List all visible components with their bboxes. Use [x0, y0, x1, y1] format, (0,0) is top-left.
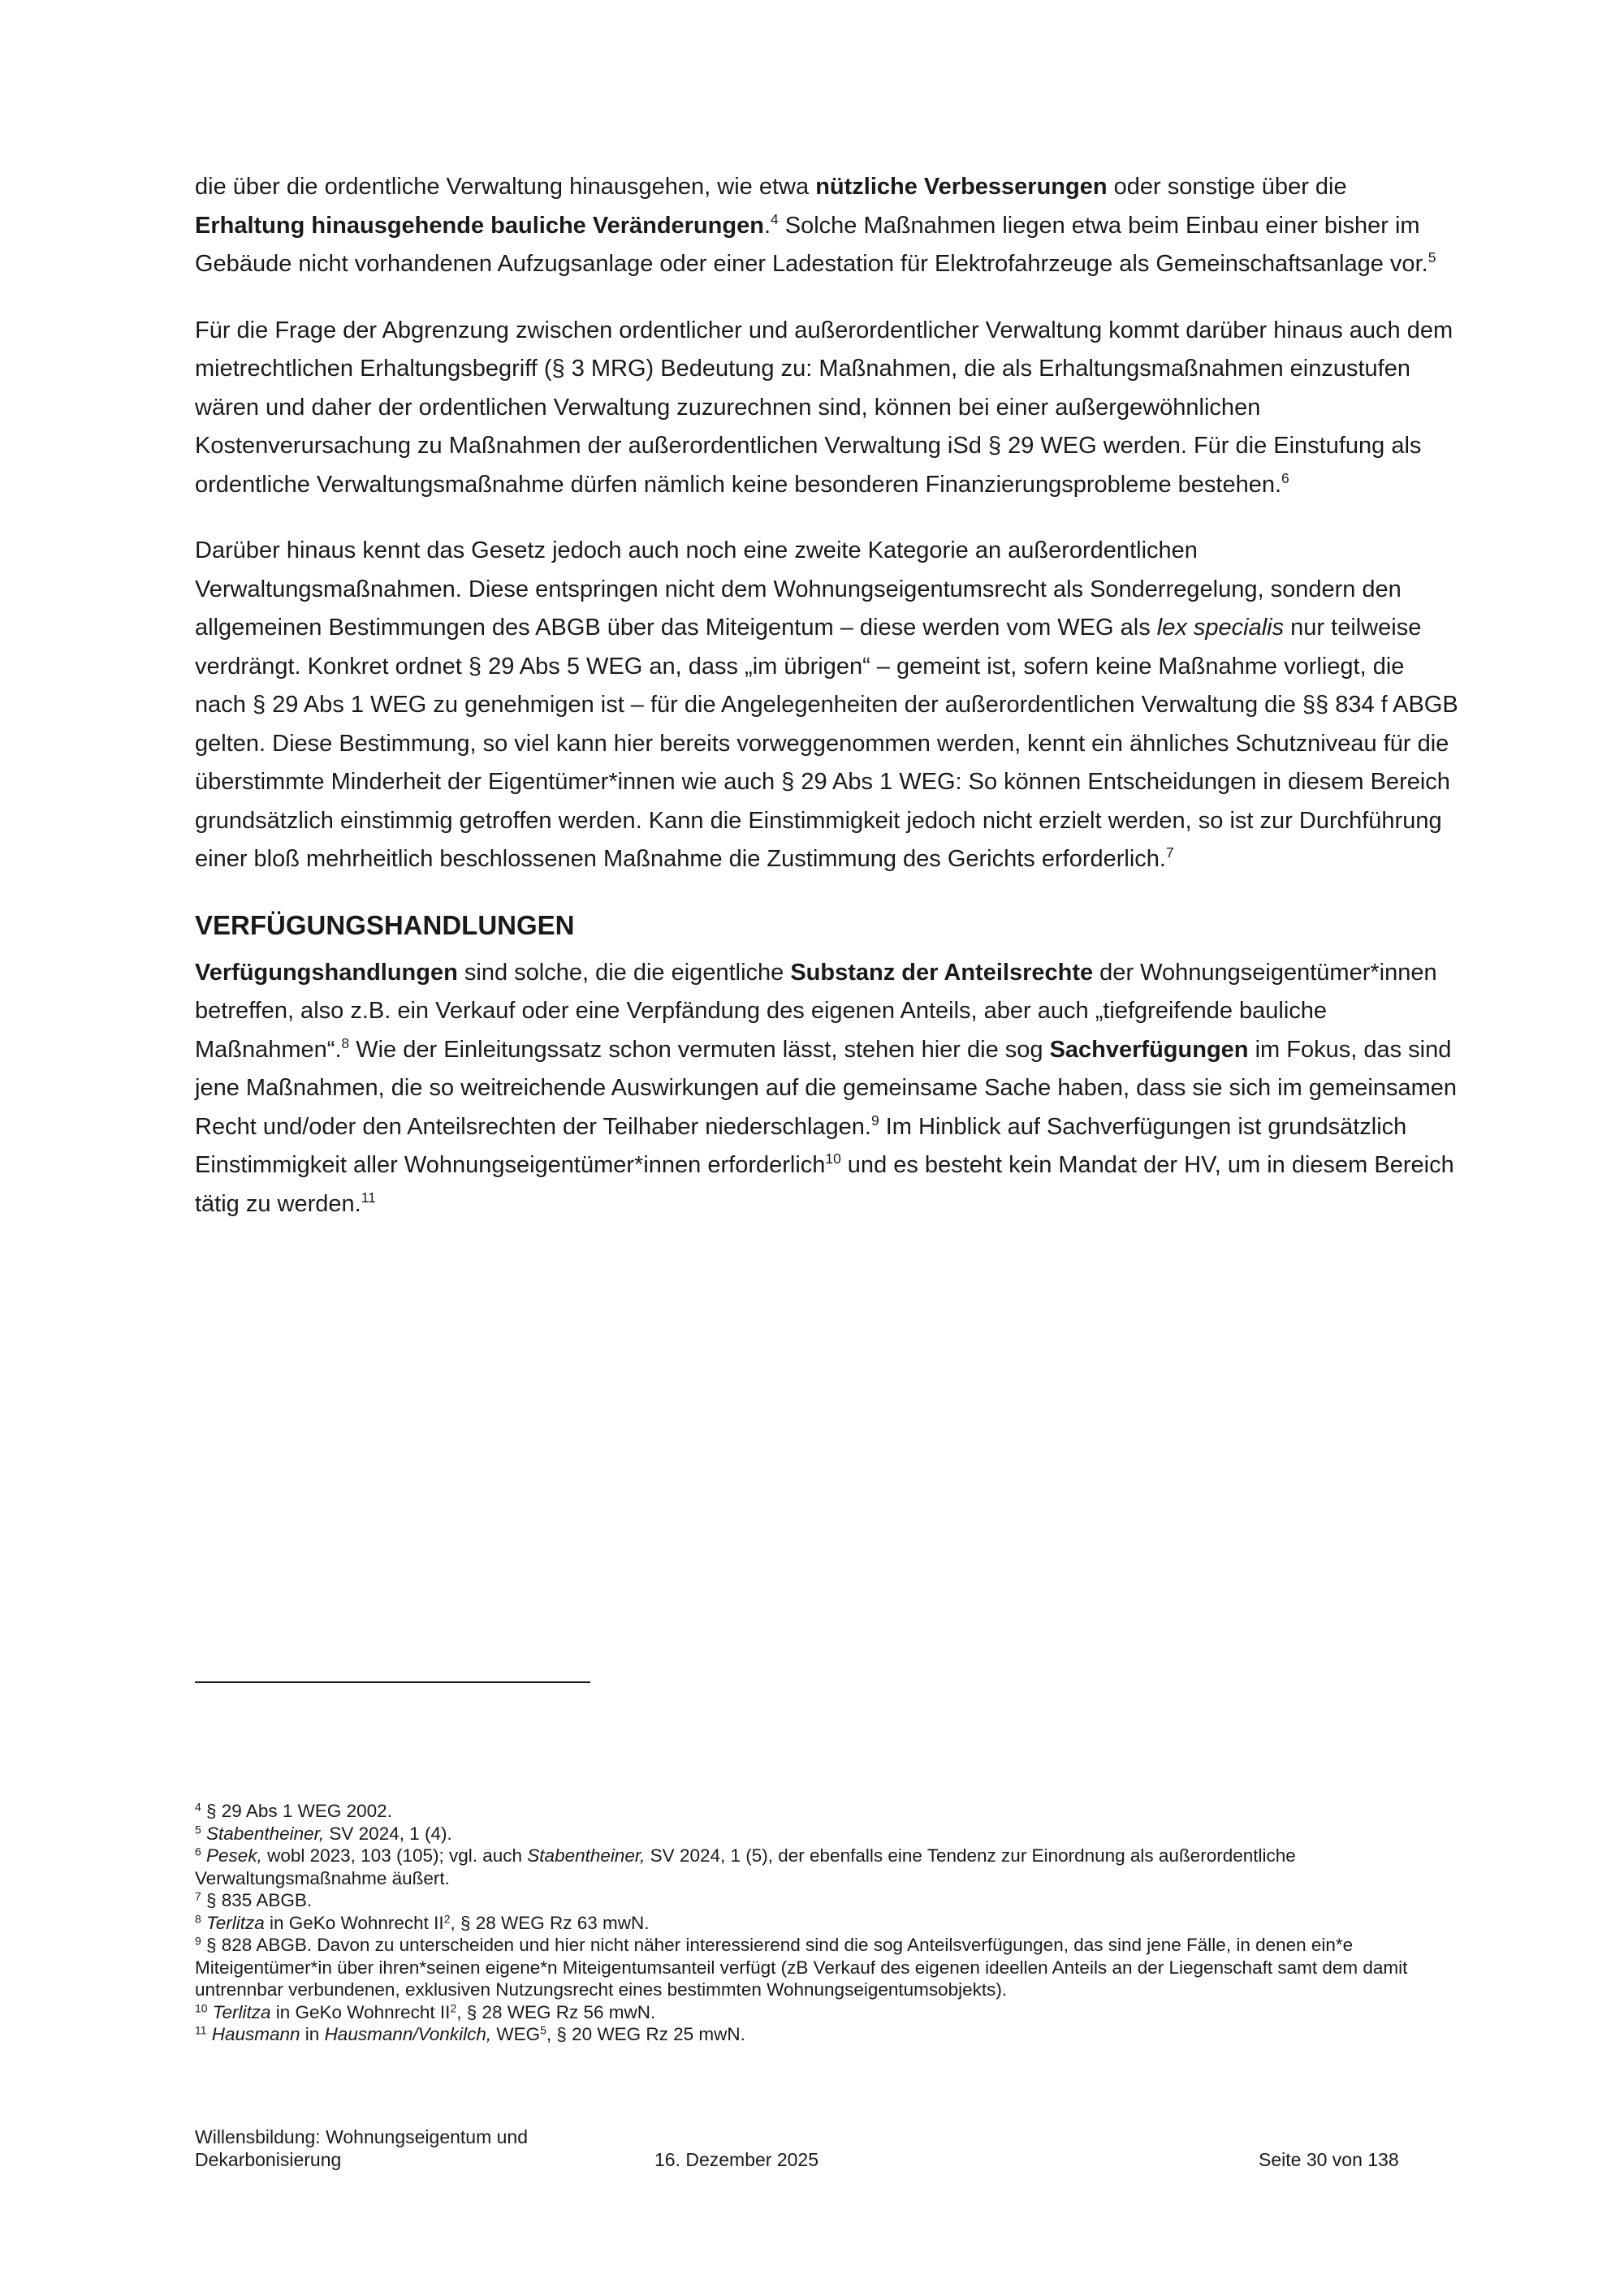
- main-content: [195, 168, 1462, 1251]
- paragraph-4: Verfügungshandlungen sind solche, die die eigentliche Substanz der Anteilsrechte der Wohnungseigentümer*innen betreffen, also z.B. ein Verkauf oder eine Verpfändung des eigenen Anteils, aber auch „tiefgreifende bauliche Maßnahmen“.$^8$ Wie der Einleitungssatz schon vermuten lässt, stehen hier die sog Sachverfügungen im Fokus, das sind jene Maßnahmen, die so weitreichende Auswirkungen auf die gemeinsame Sache haben, dass sie sich im gemeinsamen Recht und/oder den Anteilsrechten der Teilhaber niederschlagen.$^9$ Im Hinblick auf Sachverfügungen ist grundsätzlich Einstimmigkeit aller Wohnungseigentümer*innen erforderlich$^{10}$ und es besteht kein Mandat der HV, um in diesem Bereich tätig zu werden.$^{11}$: [195, 959, 1457, 1217]
- footnote-ref-5[interactable]: 5: [1427, 249, 1436, 266]
- footnote-ref-8[interactable]: 8: [341, 1034, 350, 1051]
- footer-page-number: Seite 30 von 138: [1259, 2149, 1399, 2170]
- footnote-ref-11[interactable]: 11: [361, 1189, 376, 1206]
- footnote-9: $^9$ § 828 ABGB. Davon zu unterscheiden und hier nicht näher interessierend sind die sog Anteilsverfügungen, das sind jene Fälle, in denen ein*e Miteigentümer*in über ihren*seinen eigene*n Miteigentumsanteil verfügt (zB Verkauf des eigenen ideellen Anteils an der Liegenschaft samt dem damit untrennbar verbundenen, exklusiven Nutzungsrecht eines bestimmten Wohnungseigentumsobjekts).: [195, 1934, 1408, 2000]
- footer-date: 16. Dezember 2025: [654, 2149, 819, 2170]
- footnotes: [195, 1800, 1462, 2046]
- paragraph-2: Für die Frage der Abgrenzung zwischen ordentlicher und außerordentlicher Verwaltung kommt darüber hinaus auch dem mietrechtlichen Erhaltungsbegriff (§ 3 MRG) Bedeutung zu: Maßnahmen, die als Erhaltungsmaßnahmen einzustufen wären und daher der ordentlichen Verwaltung zuzurechnen sind, können bei einer außergewöhnlichen Kostenverursachung zu Maßnahmen der außerordentlichen Verwaltung iSd § 29 WEG werden. Für die Einstufung als ordentliche Verwaltungsmaßnahme dürfen nämlich keine besonderen Finanzierungsprobleme bestehen.$^6$: [195, 317, 1453, 498]
- footnote-10: $^{10}$ Terlitza in GeKo Wohnrecht $II^2$, § 28 WEG Rz 56 mwN.: [195, 2000, 656, 2022]
- section-heading: VERFÜGUNGSHANDLUNGEN: [195, 909, 575, 940]
- footnote-ref-9[interactable]: 9: [870, 1111, 879, 1129]
- footnote-6: $^6$ Pesek, wobl 2023, 103 (105); vgl. auch Stabentheiner, SV 2024, 1 (5), der ebenfalls eine Tendenz zur Einordnung als außerordentliche Verwaltungsmaßnahme äußert.: [195, 1845, 1296, 1888]
- footnote-ref-7[interactable]: 7: [1165, 844, 1174, 861]
- footnote-7: $^7$ § 835 ABGB.: [195, 1889, 313, 1910]
- footnote-divider: [195, 1681, 590, 1683]
- footnote-11: $^{11}$ Hausmann in Hausmann/Vonkilch, WEG$^5$, § 20 WEG Rz 25 mwN.: [195, 2023, 745, 2044]
- paragraph-1: die über die ordentliche Verwaltung hinausgehen, wie etwa nützliche Verbesserungen oder sonstige über die Erhaltung hinausgehende bauliche Veränderungen.$^4$ Solche Maßnahmen liegen etwa beim Einbau einer bisher im Gebäude nicht vorhandenen Aufzugsanlage oder einer Ladestation für Elektrofahrzeuge als Gemeinschaftsanlage vor.$^5$: [195, 174, 1436, 277]
- footnote-4: $^4$ § 29 Abs 1 WEG 2002.: [195, 1800, 392, 1821]
- page-footer: [195, 2126, 1462, 2174]
- footnote-ref-6[interactable]: 6: [1281, 469, 1289, 486]
- footnote-ref-4[interactable]: 4: [771, 210, 779, 227]
- footer-document-title: Willensbildung: Wohnungseigentum und Dekarbonisierung: [195, 2126, 529, 2170]
- paragraph-3: Darüber hinaus kennt das Gesetz jedoch auch noch eine zweite Kategorie an außerordentlichen Verwaltungsmaßnahmen. Diese entspringen nicht dem Wohnungseigentumsrecht als Sonderregelung, sondern den allgemeinen Bestimmungen des ABGB über das Miteigentum – diese werden vom WEG als lex specialis nur teilweise verdrängt. Konkret ordnet § 29 Abs 5 WEG an, dass „im übrigen“ – gemeint ist, sofern keine Maßnahme vorliegt, die nach § 29 Abs 1 WEG zu genehmigen ist – für die Angelegenheiten der außerordentlichen Verwaltung die §§ 834 f ABGB gelten. Diese Bestimmung, so viel kann hier bereits vorweggenommen werden, kennt ein ähnliches Schutzniveau für die überstimmte Minderheit der Eigentümer*innen wie auch § 29 Abs 1 WEG: So können Entscheidungen in diesem Bereich grundsätzlich einstimmig getroffen werden. Kann die Einstimmigkeit jedoch nicht erzielt werden, so ist zur Durchführung einer bloß mehrheitlich beschlossenen Maßnahme die Zustimmung des Gerichts erforderlich.$^7$: [195, 537, 1458, 872]
- footnote-8: $^8$ Terlitza in GeKo Wohnrecht $II^2$, § 28 WEG Rz 63 mwN.: [195, 1911, 650, 1933]
- footnote-ref-10[interactable]: 10: [825, 1150, 841, 1167]
- footnote-5: $^5$ Stabentheiner, SV 2024, 1 (4).: [195, 1822, 452, 1844]
